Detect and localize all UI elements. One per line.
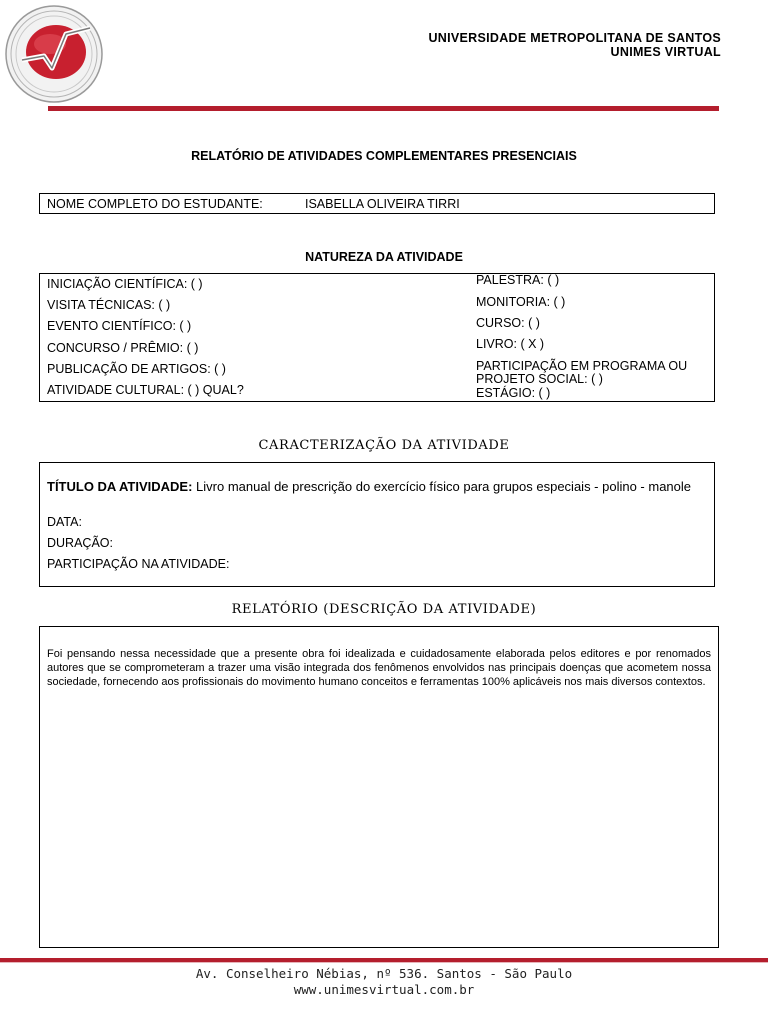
nature-option-livro: LIVRO: ( X ) bbox=[476, 337, 545, 351]
document-title: RELATÓRIO DE ATIVIDADES COMPLEMENTARES PRESENCIAIS bbox=[191, 149, 577, 163]
unimes-logo bbox=[4, 4, 104, 104]
nature-option: ESTÁGIO: ( ) bbox=[476, 386, 551, 400]
nature-option: ATIVIDADE CULTURAL: ( ) QUAL? bbox=[47, 383, 244, 397]
nature-option: PUBLICAÇÃO DE ARTIGOS: ( ) bbox=[47, 362, 226, 376]
university-name: UNIVERSIDADE METROPOLITANA DE SANTOS bbox=[428, 31, 721, 45]
nature-title: NATUREZA DA ATIVIDADE bbox=[305, 250, 463, 264]
report-text: Foi pensando nessa necessidade que a presente obra foi idealizada e cuidadosamente elaborada pelos editores e por renomados autores que se comprometeram a trazer uma visão integrada dos fenômenos envolvidos nas principais doenças que acometem nossa sociedade, fornecendo aos profissionais do movimento humano conceitos e ferramentas 100% aplicáveis nos mais diversos contextos. bbox=[47, 648, 711, 688]
activity-title-line bbox=[47, 479, 691, 494]
footer-divider-shadow bbox=[0, 962, 768, 963]
nature-option: PROJETO SOCIAL: ( ) bbox=[476, 372, 603, 386]
student-name-value: ISABELLA OLIVEIRA TIRRI bbox=[305, 197, 460, 211]
footer bbox=[0, 966, 768, 998]
header-divider bbox=[48, 106, 719, 111]
characterization-box bbox=[39, 462, 715, 587]
activity-title-value: Livro manual de prescrição do exercício físico para grupos especiais - polino - manole bbox=[196, 479, 692, 494]
nature-option: CONCURSO / PRÊMIO: ( ) bbox=[47, 341, 199, 355]
student-name-box bbox=[39, 193, 715, 214]
report-title: RELATÓRIO (DESCRIÇÃO DA ATIVIDADE) bbox=[231, 602, 537, 617]
nature-option: PARTICIPAÇÃO EM PROGRAMA OU bbox=[476, 359, 688, 373]
footer-address: Av. Conselheiro Nébias, nº 536. Santos - São Paulo bbox=[195, 966, 573, 981]
nature-box bbox=[39, 273, 715, 402]
nature-option: PALESTRA: ( ) bbox=[476, 273, 560, 287]
participation-label: PARTICIPAÇÃO NA ATIVIDADE: bbox=[47, 557, 230, 571]
nature-option: VISITA TÉCNICAS: ( ) bbox=[47, 298, 171, 312]
student-name-label: NOME COMPLETO DO ESTUDANTE: bbox=[47, 197, 263, 211]
nature-option: CURSO: ( ) bbox=[476, 316, 540, 330]
nature-option: INICIAÇÃO CIENTÍFICA: ( ) bbox=[47, 277, 203, 291]
characterization-title: CARACTERIZAÇÃO DA ATIVIDADE bbox=[258, 438, 510, 453]
unimes-virtual: UNIMES VIRTUAL bbox=[610, 45, 721, 59]
nature-option: EVENTO CIENTÍFICO: ( ) bbox=[47, 319, 192, 333]
nature-option: MONITORIA: ( ) bbox=[476, 295, 566, 309]
university-header bbox=[428, 31, 721, 59]
footer-website: www.unimesvirtual.com.br bbox=[293, 982, 475, 997]
date-label: DATA: bbox=[47, 515, 82, 529]
report-box bbox=[39, 626, 719, 948]
activity-title-label: TÍTULO DA ATIVIDADE: bbox=[47, 479, 193, 494]
duration-label: DURAÇÃO: bbox=[47, 536, 113, 550]
